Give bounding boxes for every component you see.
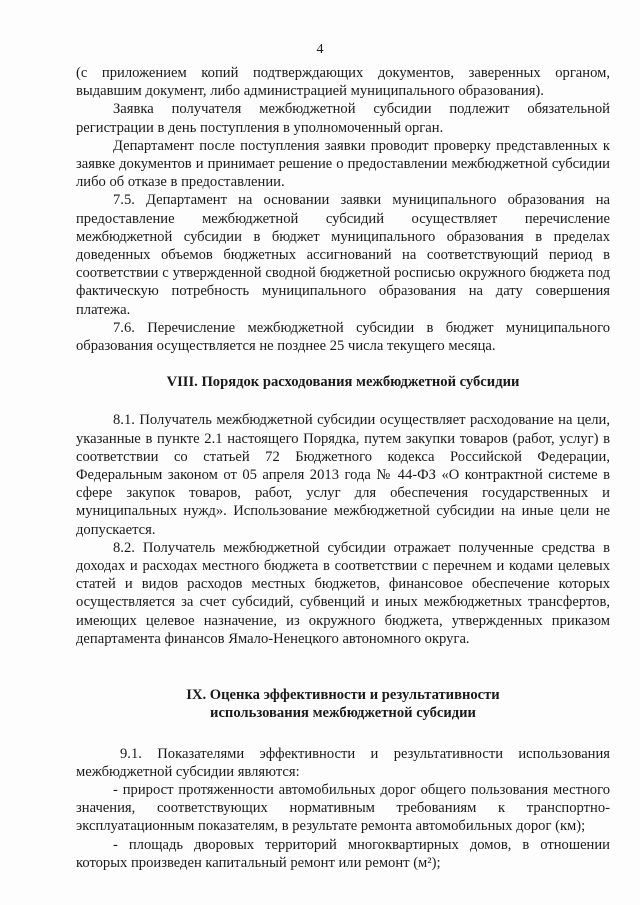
page-number: 4: [316, 42, 324, 57]
paragraph-7-6: 7.6. Перечисление межбюджетной субсидии в бюджет муниципального образования осуществляется не позднее 25 числа текущего месяца.: [76, 319, 610, 355]
list-item-courtyard-area: - площадь дворовых территорий многоквартирных домов, в отношении которых произведен капитальный ремонт или ремонт (м²);: [76, 836, 610, 871]
section-9-heading: [76, 686, 610, 722]
paragraph-9-1: 9.1. Показателями эффективности и результативности использования межбюджетной субсидии являются:: [76, 745, 610, 780]
paragraph-7-5: 7.5. Департамент на основании заявки муниципального образования на предоставление межбюджетной субсидий осуществляет перечисление межбюджетной субсидии в бюджет муниципального образования в пределах доведенных объемов бюджетных ассигнований на соответствующий период в соответствии с утвержденной сводной бюджетной росписью окружного бюджета под фактическую потребность муниципального образования на дату совершения платежа.: [76, 192, 610, 318]
paragraph-8-1: 8.1. Получатель межбюджетной субсидии осуществляет расходование на цели, указанные в пункте 2.1 настоящего Порядка, путем закупки товаров (работ, услуг) в соответствии со статьей 72 Бюджетного кодекса Российской Федерации, Федеральным законом от 05 апреля 2013 года № 44-ФЗ «О контрактной системе в сфере закупок товаров, работ, услуг для обеспечения государственных и муниципальных нужд». Использование межбюджетной субсидии на иные цели не допускается.: [76, 412, 610, 538]
paragraph-continuation: (с приложением копий подтверждающих документов, заверенных органом, выдавшим документ, либо администрацией муниципального образования).: [76, 65, 610, 100]
list-item-road-length: - прирост протяженности автомобильных дорог общего пользования местного значения, соответствующих нормативным требованиям к транспортно-эксплуатационным показателям, в результате ремонта автомобильных дорог (км);: [76, 781, 610, 835]
paragraph-registration: Заявка получателя межбюджетной субсидии подлежит обязательной регистрации в день поступления в уполномоченный орган.: [76, 101, 610, 136]
paragraph-department-review: Департамент после поступления заявки проводит проверку представленных к заявке документов и принимает решение о предоставлении межбюджетной субсидии либо об отказе в предоставлении.: [76, 137, 610, 191]
document-body: [76, 64, 610, 872]
paragraph-8-2: 8.2. Получатель межбюджетной субсидии отражает полученные средства в доходах и расходах местного бюджета в соответствии с перечнем и кодами целевых статей и видов расходов местных бюджетов, финансовое обеспечение которых осуществляется за счет субсидий, субвенций и иных межбюджетных трансфертов, имеющих целевое назначение, из окружного бюджета, утвержденных приказом департамента финансов Ямало-Ненецкого автономного округа.: [76, 539, 610, 647]
section-9-heading-line1: IX. Оценка эффективности и результативности: [186, 687, 500, 704]
section-9-heading-line2: использования межбюджетной субсидии: [210, 705, 476, 722]
section-8-heading: VIII. Порядок расходования межбюджетной субсидии: [166, 374, 520, 391]
